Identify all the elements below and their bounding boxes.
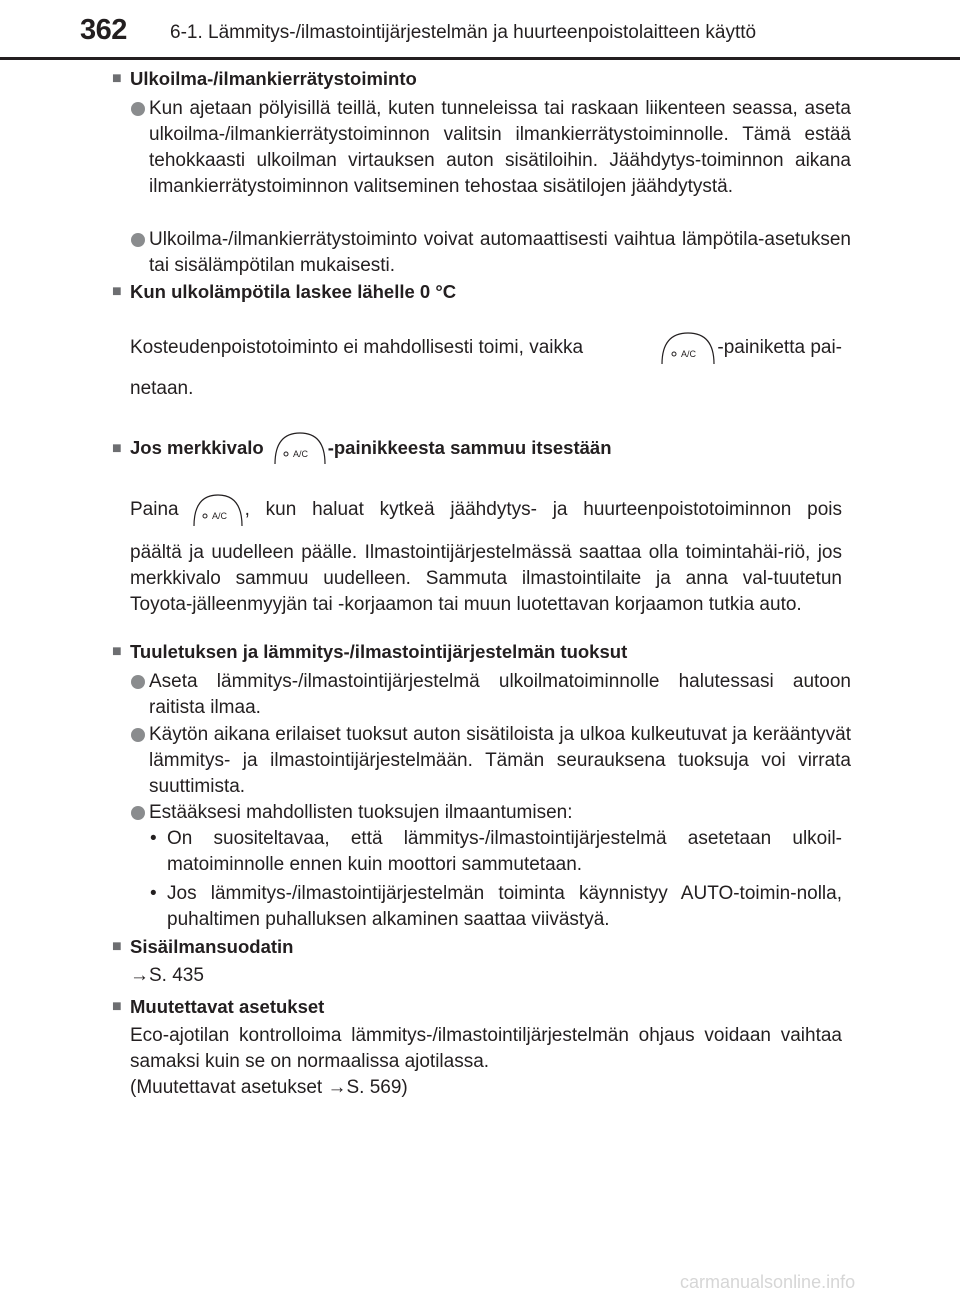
paragraph-text: päältä ja uudelleen päälle. Ilmastointijärjestelmässä saattaa olla toimintahäi-riö, jos merkkivalo sammuu uudelleen. Sammuta ilmastointilaite ja anna val-tuutetun Toyota-jälleenmyyjän tai -korjaamon tai muun luotettavan korjaamon tutkia auto. xyxy=(130,542,842,615)
paragraph-line xyxy=(130,492,842,528)
svg-text:A/C: A/C xyxy=(681,349,697,359)
section-marker-icon: ■ xyxy=(112,440,122,457)
sub-bullet-icon: • xyxy=(150,883,157,904)
paragraph-text: Eco-ajotilan kontrolloima lämmitys-/ilmastointiljärjestelmän ohjaus voidaan vaihtaa samaksi kuin se on normaalissa ajotilassa. xyxy=(130,1025,842,1072)
paragraph-line xyxy=(130,330,842,366)
bullet-paragraph: Estääksesi mahdollisten tuoksujen ilmaantumisen: xyxy=(149,802,573,823)
paragraph-text: Kosteudenpoistotoiminto ei mahdollisesti toimi, vaikka xyxy=(130,337,584,358)
paragraph-text: netaan. xyxy=(130,378,194,399)
ac-button-icon xyxy=(191,492,245,528)
bullet-paragraph: Ulkoilma-/ilmankierrätystoiminto voivat automaattisesti vaihtua lämpötila-asetuksen tai sisälämpötilan mukaisesti. xyxy=(149,229,851,276)
ac-button-icon xyxy=(272,430,328,466)
paragraph-text: , kun haluat kytkeä jäähdytys- ja huurteenpoistotoiminnon pois xyxy=(244,499,842,520)
bullet-paragraph: Aseta lämmitys-/ilmastointijärjestelmä ulkoilmatoiminnolle halutessasi autoon raitista ilmaa. xyxy=(149,671,851,718)
bullet-icon xyxy=(131,675,145,689)
bullet-paragraph: Kun ajetaan pölyisillä teillä, kuten tunneleissa tai raskaan liikenteen seassa, aseta ulkoilma-/ilmankierrätystoiminnon valitsin ilmankierrätystoiminnolle. Tämä estää tehokkaasti ulkoilman virtauksen auton sisätiloihin. Jäähdytys-toiminnon aikana ilmankierrätystoiminnon valitseminen tehostaa sisätilojen jäähdytystä. xyxy=(149,98,851,197)
chapter-title: 6-1. Lämmitys-/ilmastointijärjestelmän ja huurteenpoistolaitteen käyttö xyxy=(170,22,757,43)
page-reference: (Muutettavat asetukset →S. 569) xyxy=(130,1077,408,1098)
section-marker-icon: ■ xyxy=(112,998,122,1015)
page-reference: →S. 435 xyxy=(130,965,204,986)
section-marker-icon: ■ xyxy=(112,938,122,955)
bullet-paragraph: Käytön aikana erilaiset tuoksut auton sisätiloista ja ulkoa kulkeutuvat ja kerääntyvät lämmitys- ja ilmastointijärjestelmään. Tämän seurauksena tuoksuja voi virrata suuttimista. xyxy=(149,724,851,797)
bullet-icon xyxy=(131,728,145,742)
ac-button-icon xyxy=(659,330,717,366)
section-marker-icon: ■ xyxy=(112,283,122,300)
bullet-icon xyxy=(131,233,145,247)
svg-text:A/C: A/C xyxy=(292,449,308,459)
section-heading: Sisäilmansuodatin xyxy=(130,936,294,957)
section-marker-icon: ■ xyxy=(112,70,122,87)
section-heading: Muutettavat asetukset xyxy=(130,996,325,1017)
bullet-icon xyxy=(131,102,145,116)
svg-text:A/C: A/C xyxy=(211,511,227,521)
section-marker-icon: ■ xyxy=(112,643,122,660)
section-heading: Ulkoilma-/ilmankierrätystoiminto xyxy=(130,68,417,89)
section-heading: Kun ulkolämpötila laskee lähelle 0 °C xyxy=(130,281,457,302)
section-heading: Tuuletuksen ja lämmitys-/ilmastointijärjestelmän tuoksut xyxy=(130,641,628,662)
sub-bullet-paragraph: Jos lämmitys-/ilmastointijärjestelmän toiminta käynnistyy AUTO-toimin-nolla, puhaltimen puhalluksen alkaminen saattaa viivästyä. xyxy=(167,883,842,930)
sub-bullet-paragraph: On suositeltavaa, että lämmitys-/ilmastointijärjestelmä asetetaan ulkoil-matoiminnolle ennen kuin moottori sammutetaan. xyxy=(167,828,842,875)
watermark: carmanualsonline.info xyxy=(680,1272,856,1292)
bullet-icon xyxy=(131,806,145,820)
paragraph-text: Paina xyxy=(130,499,179,520)
sub-bullet-icon: • xyxy=(150,828,157,849)
section-heading: Jos merkkivalo A/C -painikkeesta sammuu itsestään xyxy=(130,428,612,468)
page-number: 362 xyxy=(80,14,127,46)
paragraph-text: -painiketta pai- xyxy=(717,337,842,358)
